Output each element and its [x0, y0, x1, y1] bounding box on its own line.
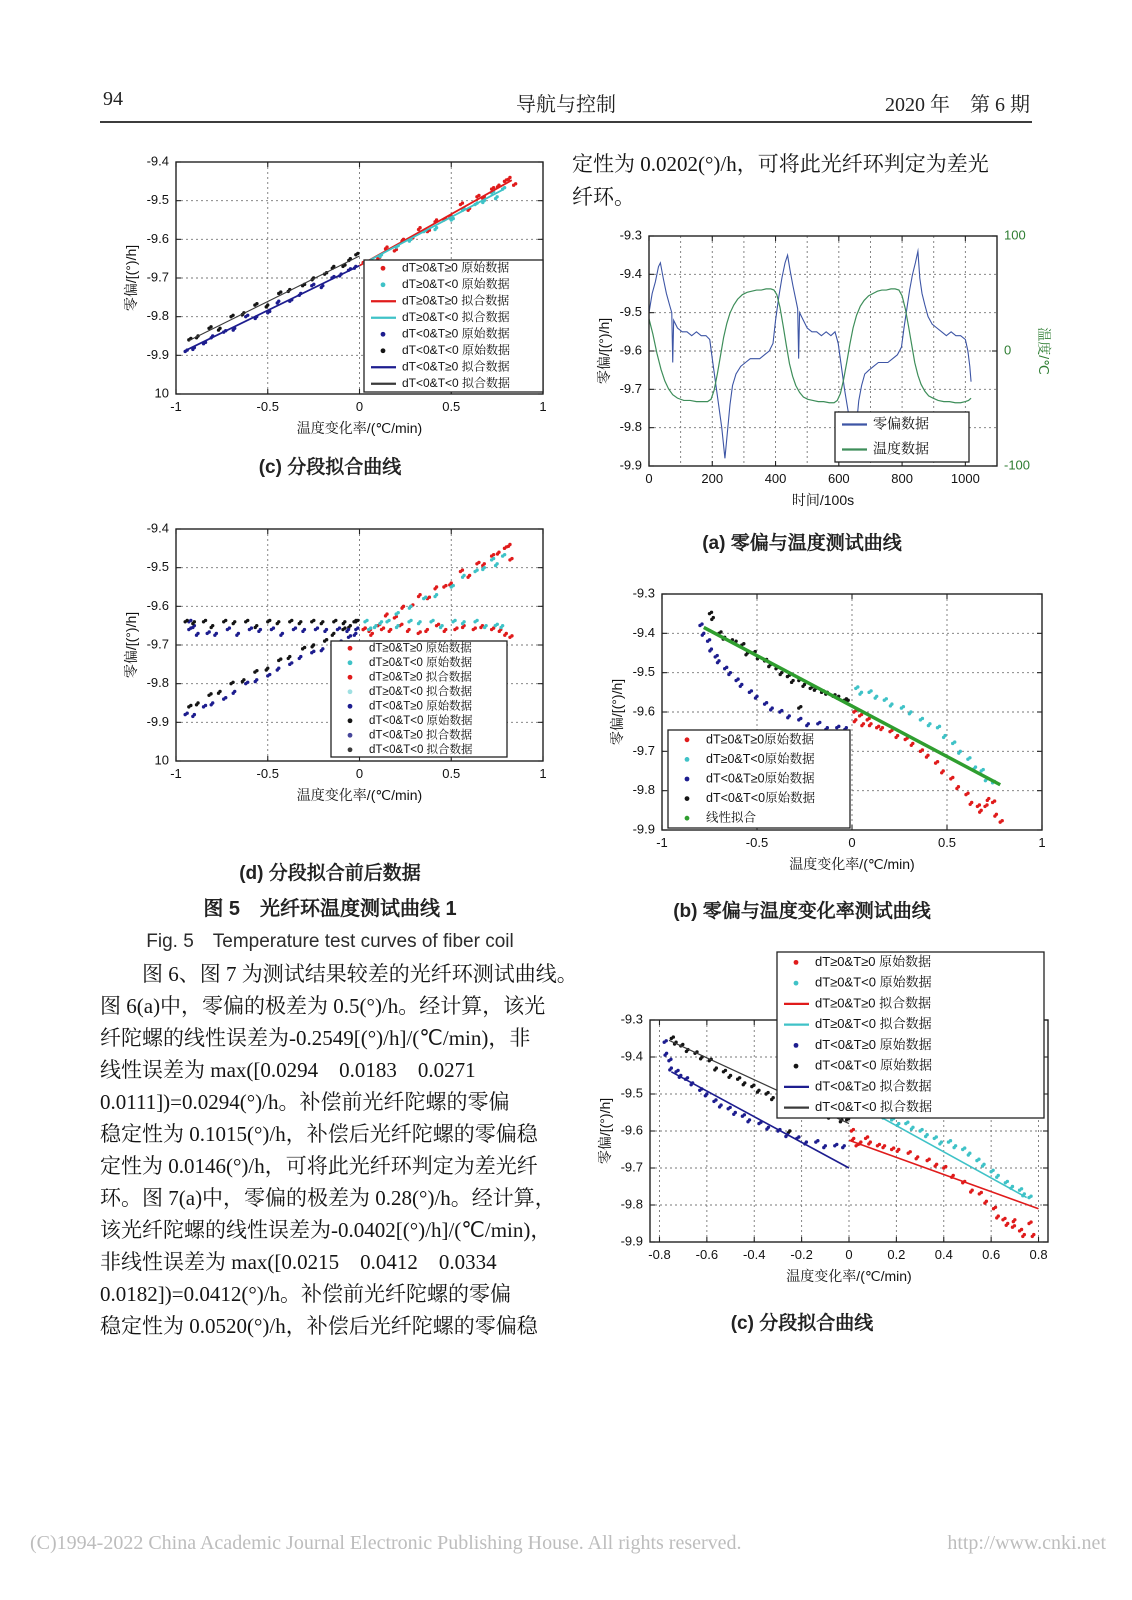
paragraph-line: 定性为 0.0146(°)/h，可将此光纤环判定为差光纤: [100, 1154, 538, 1178]
paragraph-line: 稳定性为 0.0520(°)/h，补偿后光纤陀螺的零偏稳: [100, 1314, 538, 1338]
paragraph-line: 稳定性为 0.1015(°)/h，补偿后光纤陀螺的零偏稳: [100, 1122, 538, 1146]
figure5-caption-zh: 图 5 光纤环温度测试曲线 1: [203, 898, 457, 920]
fig6-a-caption: (a) 零偏与温度测试曲线: [702, 533, 902, 554]
paragraph-line: 环。图 7(a)中，零偏的极差为 0.28(°)/h。经计算，: [100, 1186, 556, 1210]
fig5-d-caption: (d) 分段拟合前后数据: [239, 863, 421, 884]
fig6-c-segmented-fit-chart: [592, 948, 1062, 1298]
right-top-text: [572, 148, 1034, 214]
paragraph-line: 0.0111])=0.0294(°)/h。补偿前光纤陀螺的零偏: [100, 1090, 510, 1114]
issue-info: 2020 年 第 6 期: [885, 94, 1030, 116]
paragraph-line: 该光纤陀螺的线性误差为-0.0402[(°)/h]/(℃/min)，: [100, 1218, 552, 1242]
paragraph-line: 图 6(a)中，零偏的极差为 0.5(°)/h。经计算，该光: [100, 994, 546, 1018]
paragraph-line: 0.0182])=0.0412(°)/h。补偿前光纤陀螺的零偏: [100, 1282, 512, 1306]
paragraph-line: 图 6、图 7 为测试结果较差的光纤环测试曲线。: [142, 962, 578, 986]
figure5-caption-en: Fig. 5 Temperature test curves of fiber coil: [146, 931, 514, 952]
fig6-a-bias-temperature-chart: [585, 222, 1055, 522]
fig5-c-caption: (c) 分段拟合曲线: [258, 457, 402, 478]
copyright-footer: [30, 1532, 1106, 1555]
journal-title: 导航与控制: [516, 94, 616, 116]
header-divider: [100, 121, 1032, 123]
cnki-url: http://www.cnki.net: [947, 1532, 1106, 1554]
paragraph-line: 纤陀螺的线性误差为-0.2549[(°)/h]/(℃/min)，非: [100, 1026, 531, 1050]
page-number: 94: [103, 88, 123, 110]
fig6-b-bias-ramp-chart: [598, 580, 1058, 890]
body-paragraph: [100, 958, 578, 1342]
paragraph-line: 纤环。: [572, 185, 635, 209]
fig5-d-before-after-chart: [112, 515, 557, 825]
copyright-text: (C)1994-2022 China Academic Journal Electronic Publishing House. All rights reserved.: [30, 1532, 742, 1554]
paragraph-line: 非线性误差为 max([0.0215 0.0412 0.0334: [100, 1250, 497, 1274]
paragraph-line: 线性误差为 max([0.0294 0.0183 0.0271: [100, 1058, 476, 1082]
fig6-c-caption: (c) 分段拟合曲线: [730, 1313, 874, 1334]
paragraph-line: 定性为 0.0202(°)/h，可将此光纤环判定为差光: [572, 152, 989, 176]
fig6-b-caption: (b) 零偏与温度变化率测试曲线: [673, 901, 931, 922]
fig5-c-segmented-fit-chart: [112, 148, 557, 458]
